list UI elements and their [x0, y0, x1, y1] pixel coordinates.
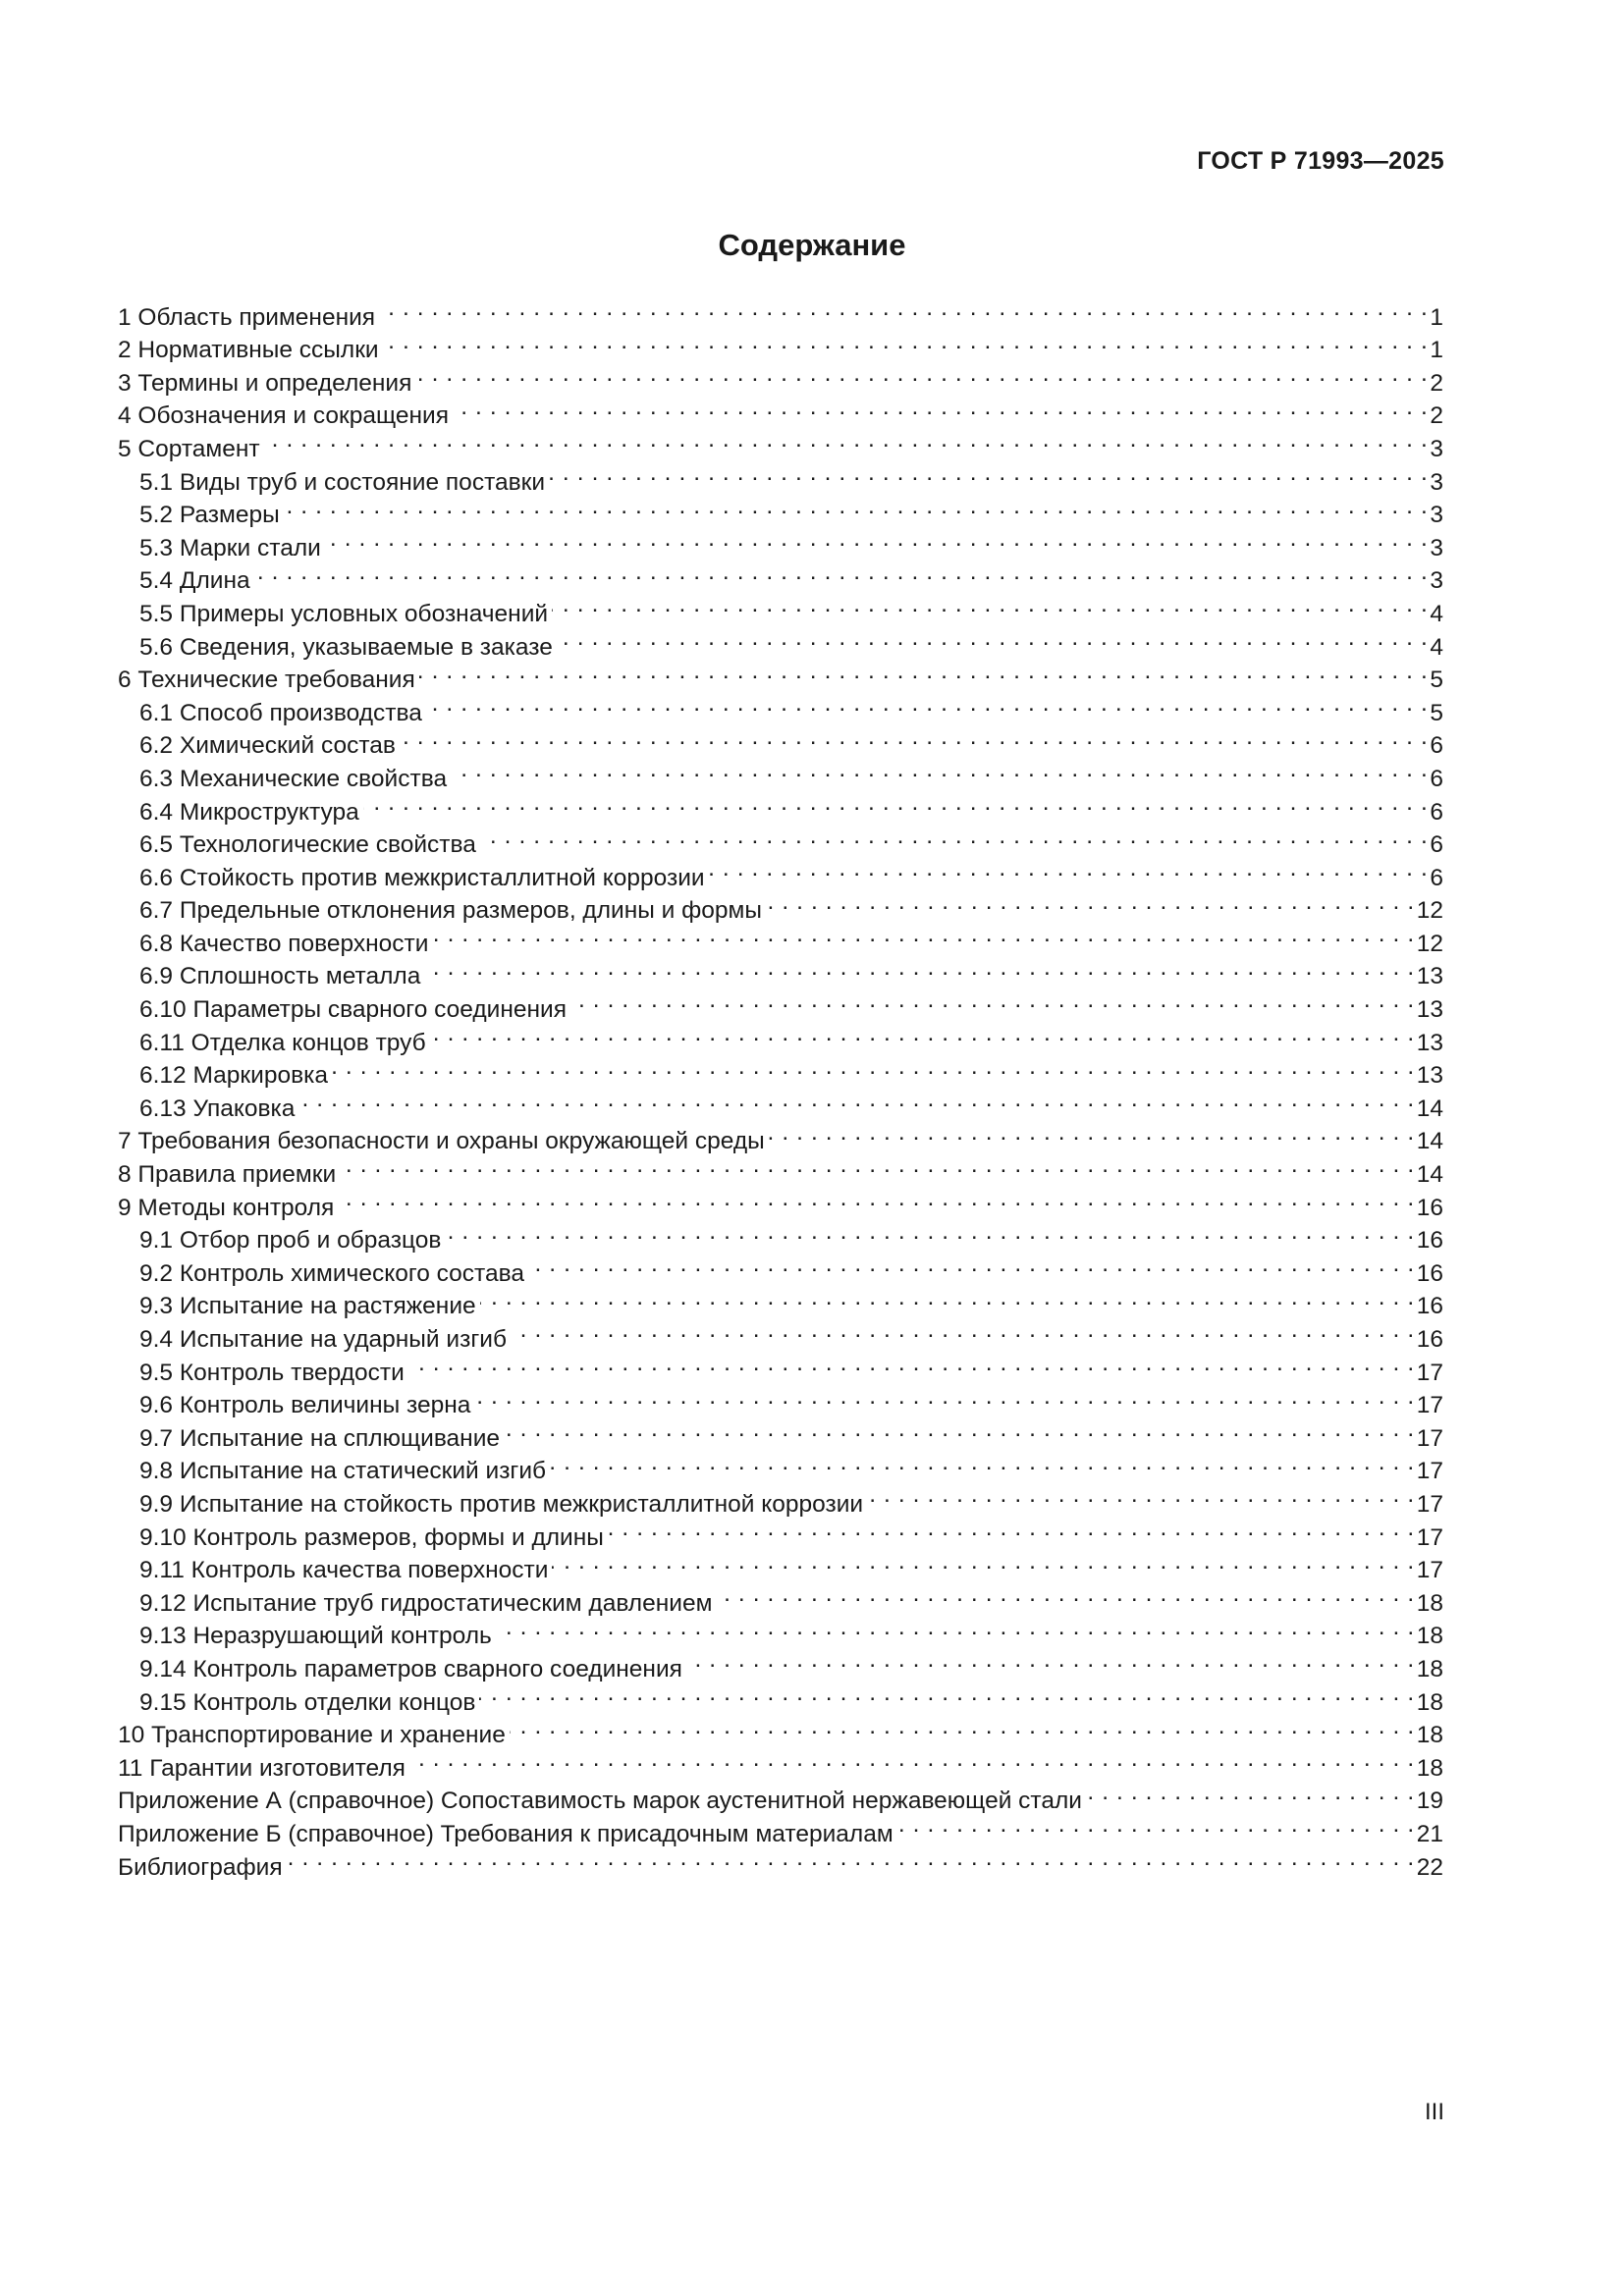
toc-entry-page: 17 — [1416, 1523, 1443, 1551]
toc-entry-page: 17 — [1416, 1458, 1443, 1485]
toc-dot-leader — [363, 786, 1429, 820]
toc-entry-page: 3 — [1430, 468, 1443, 496]
toc-dot-leader — [287, 1842, 1415, 1875]
toc-dot-leader — [528, 1248, 1415, 1281]
table-of-contents — [118, 292, 1443, 1881]
toc-entry[interactable] — [118, 522, 1443, 561]
toc-entry-page: 2 — [1430, 402, 1443, 430]
toc-entry-page: 16 — [1416, 1194, 1443, 1221]
toc-entry-page: 3 — [1430, 567, 1443, 595]
toc-dot-leader — [409, 1742, 1415, 1776]
toc-entry-label: 9.13 Неразрушающий контроль — [139, 1623, 492, 1650]
toc-entry-label: 9 Методы контроля — [118, 1194, 335, 1221]
toc-entry-page: 16 — [1416, 1259, 1443, 1287]
toc-entry-label: Библиография — [118, 1853, 283, 1881]
toc-entry-page: 14 — [1416, 1128, 1443, 1155]
toc-entry[interactable] — [118, 423, 1443, 462]
toc-dot-leader — [284, 490, 1429, 523]
toc-dot-leader — [570, 984, 1415, 1017]
toc-entry-label: 9.5 Контроль твердости — [139, 1359, 405, 1386]
toc-entry-label: 5.4 Длина — [139, 567, 250, 595]
toc-entry-label: 6.5 Технологические свойства — [139, 831, 476, 859]
toc-entry-page: 17 — [1416, 1490, 1443, 1518]
toc-dot-leader — [424, 951, 1414, 985]
toc-entry-page: 3 — [1430, 435, 1443, 462]
toc-entry-label: 6.9 Сплошность металла — [139, 963, 421, 990]
toc-entry-label: 1 Область применения — [118, 303, 376, 331]
toc-entry-label: 6.2 Химический состав — [139, 732, 396, 760]
toc-dot-leader — [479, 1677, 1414, 1710]
toc-entry-page: 5 — [1430, 667, 1443, 694]
page-number: III — [1424, 2099, 1444, 2125]
toc-entry-page: 6 — [1430, 765, 1443, 792]
toc-entry-page: 13 — [1416, 1062, 1443, 1090]
toc-dot-leader — [557, 621, 1429, 655]
document-code: ГОСТ Р 71993—2025 — [1197, 147, 1444, 175]
toc-dot-leader — [400, 721, 1428, 754]
toc-dot-leader — [453, 391, 1428, 424]
toc-entry[interactable] — [118, 1842, 1443, 1881]
toc-dot-leader — [432, 918, 1414, 951]
toc-entry-label: 9.9 Испытание на стойкость против межкристаллитной коррозии — [139, 1490, 864, 1518]
toc-entry-label: 4 Обозначения и сокращения — [118, 402, 450, 430]
toc-entry-page: 6 — [1430, 798, 1443, 826]
toc-entry-page: 3 — [1430, 534, 1443, 561]
toc-entry[interactable] — [118, 490, 1443, 529]
toc-entry[interactable] — [118, 1116, 1443, 1155]
toc-entry-page: 6 — [1430, 831, 1443, 859]
toc-entry-page: 18 — [1416, 1623, 1443, 1650]
toc-dot-leader — [552, 1545, 1414, 1578]
toc-entry-page: 1 — [1430, 337, 1443, 364]
toc-entry[interactable] — [118, 456, 1443, 496]
toc-entry-page: 5 — [1430, 699, 1443, 726]
toc-entry-label: 6.12 Маркировка — [139, 1062, 328, 1090]
toc-entry-label: 9.2 Контроль химического состава — [139, 1259, 524, 1287]
toc-entry-page: 16 — [1416, 1227, 1443, 1255]
toc-entry-page: 21 — [1416, 1820, 1443, 1847]
toc-entry-label: 9.12 Испытание труб гидростатическим давлением — [139, 1589, 713, 1617]
toc-dot-leader — [510, 1710, 1415, 1743]
toc-entry-page: 6 — [1430, 864, 1443, 891]
toc-entry-label: 9.3 Испытание на растяжение — [139, 1293, 476, 1320]
toc-entry-page: 12 — [1416, 930, 1443, 957]
toc-dot-leader — [504, 1413, 1415, 1446]
toc-entry-page: 1 — [1430, 303, 1443, 331]
toc-entry-label: 11 Гарантии изготовителя — [118, 1754, 406, 1782]
toc-entry-label: 6.8 Качество поверхности — [139, 930, 429, 957]
toc-dot-leader — [511, 1313, 1415, 1347]
toc-entry-label: 2 Нормативные ссылки — [118, 337, 379, 364]
toc-entry-label: 5.5 Примеры условных обозначений — [139, 600, 549, 627]
toc-entry-label: 6.7 Предельные отклонения размеров, длины и формы — [139, 897, 763, 925]
toc-dot-leader — [480, 820, 1429, 853]
toc-entry-label: 5.1 Виды труб и состояние поставки — [139, 468, 546, 496]
toc-entry-label: 6.1 Способ производства — [139, 699, 422, 726]
toc-dot-leader — [867, 1478, 1415, 1512]
toc-entry-label: 5.2 Размеры — [139, 502, 280, 529]
toc-dot-leader — [1086, 1776, 1415, 1809]
toc-entry-page: 18 — [1416, 1688, 1443, 1716]
toc-dot-leader — [426, 687, 1429, 721]
toc-dot-leader — [254, 556, 1429, 589]
toc-dot-leader — [340, 1148, 1415, 1182]
toc-dot-leader — [550, 1446, 1415, 1479]
toc-entry[interactable] — [118, 1083, 1443, 1122]
toc-entry-label: 9.10 Контроль размеров, формы и длины — [139, 1523, 604, 1551]
toc-entry[interactable] — [118, 556, 1443, 595]
toc-entry-page: 16 — [1416, 1293, 1443, 1320]
toc-dot-leader — [338, 1182, 1414, 1215]
toc-entry-page: 4 — [1430, 600, 1443, 627]
toc-entry-label: 9.14 Контроль параметров сварного соединения — [139, 1655, 682, 1682]
toc-dot-leader — [716, 1577, 1414, 1611]
toc-entry[interactable] — [118, 588, 1443, 627]
toc-entry-page: 17 — [1416, 1392, 1443, 1419]
toc-dot-leader — [445, 1215, 1414, 1249]
toc-dot-leader — [769, 1116, 1415, 1149]
toc-dot-leader — [474, 1380, 1414, 1414]
toc-dot-leader — [430, 1017, 1415, 1050]
toc-entry-label: 6.4 Микроструктура — [139, 798, 359, 826]
toc-entry-page: 6 — [1430, 732, 1443, 760]
toc-entry-label: 10 Транспортирование и хранение — [118, 1722, 506, 1749]
toc-dot-leader — [549, 456, 1428, 490]
toc-entry-page: 12 — [1416, 897, 1443, 925]
toc-dot-leader — [264, 423, 1429, 456]
toc-dot-leader — [451, 753, 1428, 786]
toc-dot-leader — [408, 1347, 1415, 1380]
toc-dot-leader — [897, 1808, 1415, 1842]
toc-entry-label: Приложение А (справочное) Сопоставимость марок аустенитной нержавеющей стали — [118, 1788, 1082, 1815]
toc-entry-page: 13 — [1416, 996, 1443, 1024]
toc-dot-leader — [608, 1512, 1415, 1545]
toc-dot-leader — [686, 1643, 1415, 1677]
toc-dot-leader — [415, 357, 1428, 391]
toc-entry-label: 5 Сортамент — [118, 435, 260, 462]
toc-entry-label: 6.10 Параметры сварного соединения — [139, 996, 567, 1024]
toc-entry-page: 18 — [1416, 1754, 1443, 1782]
toc-entry-page: 19 — [1416, 1788, 1443, 1815]
toc-entry[interactable] — [118, 292, 1443, 331]
toc-dot-leader — [766, 885, 1415, 919]
toc-entry-page: 14 — [1416, 1161, 1443, 1189]
toc-entry-label: 7 Требования безопасности и охраны окружающей среды — [118, 1128, 765, 1155]
toc-entry-label: 9.7 Испытание на сплющивание — [139, 1424, 501, 1452]
toc-entry-page: 2 — [1430, 369, 1443, 397]
toc-dot-leader — [383, 325, 1429, 358]
toc-entry-label: Приложение Б (справочное) Требования к присадочным материалам — [118, 1820, 893, 1847]
toc-entry-label: 6.13 Упаковка — [139, 1095, 296, 1122]
toc-dot-leader — [298, 1083, 1414, 1116]
toc-entry-label: 6.3 Механические свойства — [139, 765, 448, 792]
toc-entry-page: 3 — [1430, 502, 1443, 529]
toc-entry-label: 9.8 Испытание на статический изгиб — [139, 1458, 547, 1485]
toc-entry-page: 18 — [1416, 1722, 1443, 1749]
toc-dot-leader — [332, 1050, 1415, 1084]
toc-entry-page: 14 — [1416, 1095, 1443, 1122]
toc-entry-label: 5.3 Марки стали — [139, 534, 321, 561]
toc-entry-label: 9.6 Контроль величины зерна — [139, 1392, 471, 1419]
toc-entry-label: 8 Правила приемки — [118, 1161, 337, 1189]
toc-entry-label: 6.6 Стойкость против межкристаллитной коррозии — [139, 864, 705, 891]
toc-entry-page: 17 — [1416, 1424, 1443, 1452]
toc-dot-leader — [496, 1611, 1415, 1644]
toc-entry-label: 9.11 Контроль качества поверхности — [139, 1557, 549, 1584]
toc-entry-page: 18 — [1416, 1589, 1443, 1617]
toc-entry-page: 17 — [1416, 1557, 1443, 1584]
toc-entry-label: 5.6 Сведения, указываемые в заказе — [139, 633, 553, 661]
toc-entry-label: 9.15 Контроль отделки концов — [139, 1688, 476, 1716]
toc-title: Содержание — [718, 228, 906, 262]
toc-dot-leader — [709, 852, 1429, 885]
toc-dot-leader — [379, 292, 1428, 325]
toc-entry-page: 13 — [1416, 963, 1443, 990]
toc-entry-label: 9.1 Отбор проб и образцов — [139, 1227, 442, 1255]
toc-entry-page: 18 — [1416, 1655, 1443, 1682]
toc-dot-leader — [480, 1281, 1415, 1314]
toc-entry-page: 13 — [1416, 1029, 1443, 1056]
toc-entry-page: 22 — [1416, 1853, 1443, 1881]
toc-dot-leader — [325, 522, 1429, 556]
toc-entry-page: 16 — [1416, 1326, 1443, 1353]
toc-dot-leader — [552, 588, 1428, 621]
toc-entry-label: 3 Термины и определения — [118, 369, 412, 397]
toc-entry-page: 17 — [1416, 1359, 1443, 1386]
toc-dot-leader — [419, 655, 1429, 688]
toc-entry-page: 4 — [1430, 633, 1443, 661]
toc-entry-label: 6 Технические требования — [118, 667, 415, 694]
toc-entry-label: 6.11 Отделка концов труб — [139, 1029, 426, 1056]
toc-entry-label: 9.4 Испытание на ударный изгиб — [139, 1326, 507, 1353]
